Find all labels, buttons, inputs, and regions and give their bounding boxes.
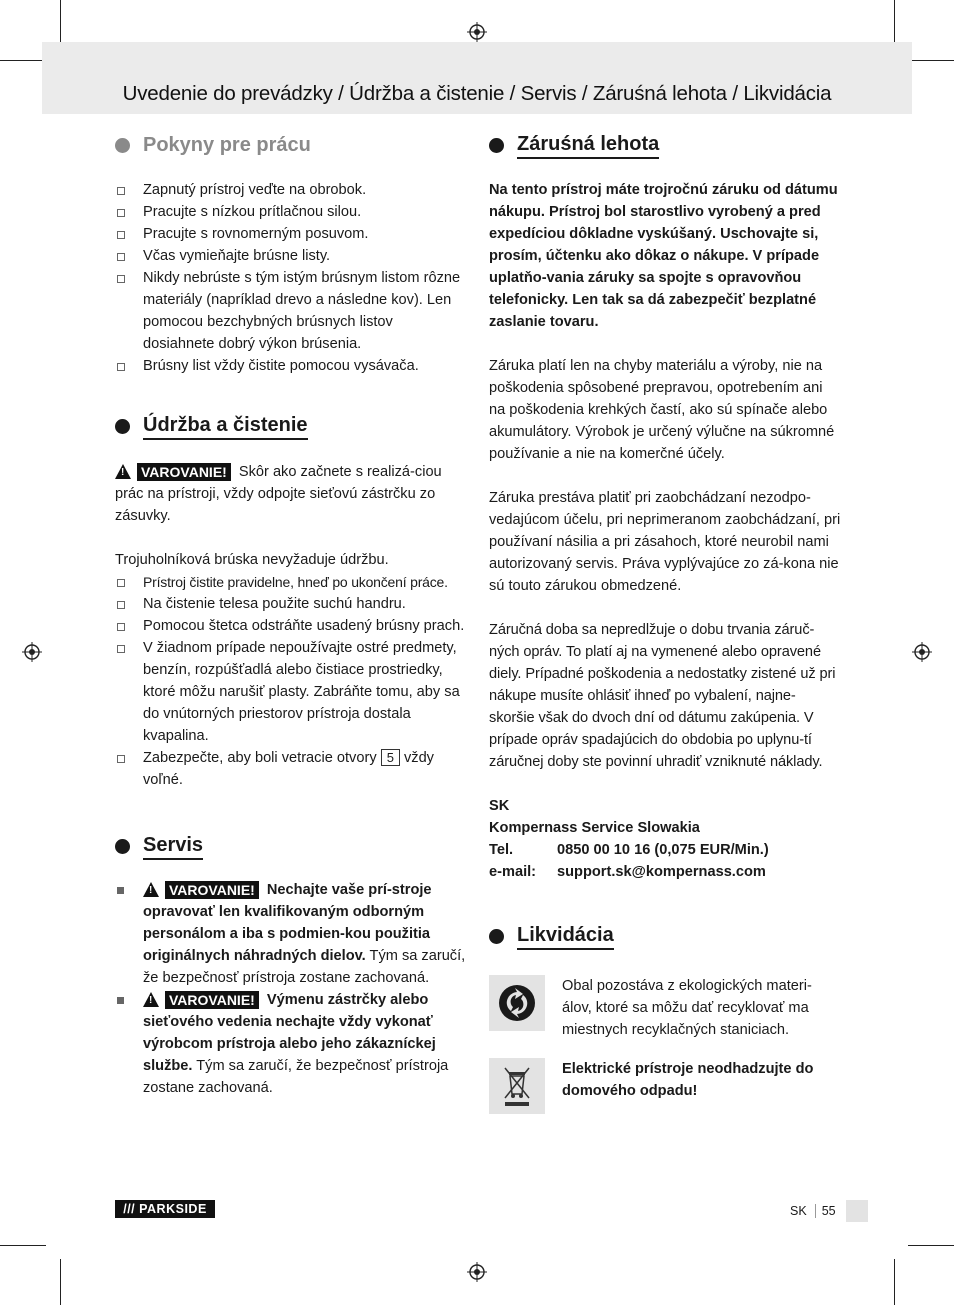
section-heading-udrzba: Údržba a čistenie — [115, 411, 467, 441]
section-heading-pokyny: Pokyny pre prácu — [115, 130, 467, 160]
crop-mark — [908, 1245, 954, 1246]
list-item: Na čistenie telesa použite suchú handru. — [115, 593, 467, 615]
disposal-packaging-text: Obal pozostáva z ekologických materi-álov, ktoré sa môžu dať recyklovať ma miestnych recyklačných staniciach. — [562, 978, 812, 1038]
list-item: Pracujte s rovnomerným posuvom. — [115, 223, 467, 245]
registration-mark-icon — [22, 642, 42, 662]
page-header — [42, 42, 912, 114]
crop-mark — [60, 1259, 61, 1305]
list-item: Zabezpečte, aby boli vetracie otvory 5 vždy voľné. — [115, 747, 467, 791]
green-dot-recycle-icon — [489, 975, 545, 1031]
crossed-bin-icon — [489, 1058, 545, 1114]
left-column — [115, 130, 467, 1099]
page-number: 55 — [821, 1204, 836, 1218]
crop-mark — [0, 1245, 46, 1246]
list-item: Zapnutý prístroj veďte na obrobok. — [115, 179, 467, 201]
bullet-icon — [115, 839, 130, 854]
list-item: ! VAROVANIE! Výmenu zástrčky alebo sieťového vedenia nechajte vždy vykonať výrobcom prístroja alebo jeho zákazníckej službe. Tým sa zaručí, že bezpečnosť prístroja zostane zachovaná. — [115, 989, 467, 1099]
page-footer — [790, 1200, 868, 1222]
disposal-packaging — [489, 975, 841, 1041]
warning-badge: ! VAROVANIE! — [143, 881, 263, 899]
bullet-icon — [115, 419, 130, 434]
list-item: Včas vymieňajte brúsne listy. — [115, 245, 467, 267]
contact-country: SK — [489, 798, 510, 814]
contact-tel: Tel. 0850 00 10 16 (0,075 EUR/Min.) — [489, 842, 769, 858]
warning-badge: ! VAROVANIE! — [115, 463, 235, 481]
service-contact — [489, 795, 841, 883]
page-title: Uvedenie do prevádzky / Údržba a čistenie / Servis / Záruśná lehota / Likvidácia — [122, 82, 832, 105]
registration-mark-icon — [467, 22, 487, 42]
registration-mark-icon — [467, 1262, 487, 1282]
parkside-logo: /// PARKSIDE — [115, 1200, 215, 1218]
crop-mark — [0, 60, 46, 61]
right-column — [489, 130, 841, 1114]
warning-badge: ! VAROVANIE! — [143, 991, 263, 1009]
servis-list — [115, 879, 467, 1099]
list-item: Pracujte s nízkou prítlačnou silou. — [115, 201, 467, 223]
zaruka-para: Záruka platí len na chyby materiálu a výroby, nie na poškodenia spôsobené prepravou, opotrebením ani na poškodenia krehkých častí, ako sú spínače alebo akumulátory. Výrobok je určený výlučne na súkromné používanie a nie na komerčné účely. — [489, 358, 835, 462]
crop-mark — [894, 0, 895, 46]
section-heading-likvidacia: Likvidácia — [489, 921, 841, 951]
part-reference: 5 — [381, 749, 400, 766]
pokyny-list — [115, 179, 467, 377]
section-heading-servis: Servis — [115, 831, 467, 861]
disposal-electronics — [489, 1058, 841, 1114]
warning-triangle-icon: ! — [143, 882, 159, 897]
warning-triangle-icon: ! — [143, 992, 159, 1007]
list-item: V žiadnom prípade nepoužívajte ostré predmety, benzín, rozpúšťadlá alebo čistiace prostriedky, ktoré môžu narušiť plasty. Zabráňte tomu, aby sa do vnútorných priestorov prístroja dostala kvapalina. — [115, 637, 467, 747]
list-item: Pomocou štetca odstráňte usadený brúsny prach. — [115, 615, 467, 637]
zaruka-intro: Na tento prístroj máte trojročnú záruku od dátumu nákupu. Prístroj bol starostlivo vyrobený a pred expedíciou dôkladne vyskúšaný. Uschovajte si, prosím, účtenku ako dôkaz o nákupe. V prípade uplatňo-vania záruky sa spojte s opravovňou telefonicky. Len tak sa dá zabezpečiť bezplatné zaslanie tovaru. — [489, 182, 838, 330]
list-item: Prístroj čistite pravidelne, hneď po ukončení práce. — [115, 571, 467, 593]
list-item: Brúsny list vždy čistite pomocou vysávača. — [115, 355, 467, 377]
contact-company: Kompernass Service Slowakia — [489, 820, 700, 836]
section-heading-zaruka: Záruśná lehota — [489, 130, 841, 160]
udrzba-list — [115, 571, 467, 791]
zaruka-para: Záručná doba sa nepredlžuje o dobu trvania záruč-ných opráv. To platí aj na vymenené alebo opravené diely. Prípadné poškodenia a nedostatky zistené už pri nákupe musíte ohlásiť ihneď po vybalení, najne-skoršie však do dvoch dní od dátumu zakúpenia. V prípade opráv spadajúcich do obdobia po uplynu-tí záručnej doby ste povinní uhradiť vzniknuté náklady. — [489, 622, 836, 770]
warning-triangle-icon: ! — [115, 464, 131, 479]
zaruka-para: Záruka prestáva platiť pri zaobchádzaní nezodpo-vedajúcom účelu, pri neprimeranom zaobchádzaní, pri používaní násilia a pri zásahoch, ktoré neurobil nami autorizovaný servis. Práva vyplývajúce zo zá-kona nie sú touto zárukou obmedzené. — [489, 490, 841, 594]
udrzba-warning: ! VAROVANIE! Skôr ako začnete s realizá-ciou prác na prístroji, vždy odpojte sieťovú zástrčku zo zásuvky. — [115, 463, 442, 524]
footer-tab — [846, 1200, 868, 1222]
contact-email: e-mail: support.sk@kompernass.com — [489, 864, 766, 880]
language-code: SK — [790, 1204, 816, 1218]
list-item: Nikdy nebrúste s tým istým brúsnym listom rôzne materiály (napríklad drevo a následne kov). Len pomocou bezchybných brúsnych listov dosiahnete dobrý výkon brúsenia. — [115, 267, 467, 355]
udrzba-intro: Trojuholníková brúska nevyžaduje údržbu. — [115, 552, 389, 568]
list-item: ! VAROVANIE! Nechajte vaše prí-stroje opravovať len kvalifikovaným odborným personálom a iba s podmien-kou použitia originálnych náhradných dielov. Tým sa zaručí, že bezpečnosť prístroja zostane zachovaná. — [115, 879, 467, 989]
crop-mark — [908, 60, 954, 61]
registration-mark-icon — [912, 642, 932, 662]
crop-mark — [894, 1259, 895, 1305]
bullet-icon — [489, 138, 504, 153]
bullet-icon — [489, 929, 504, 944]
crop-mark — [60, 0, 61, 46]
bullet-icon — [115, 138, 130, 153]
disposal-electronics-text: Elektrické prístroje neodhadzujte do domového odpadu! — [562, 1061, 814, 1099]
